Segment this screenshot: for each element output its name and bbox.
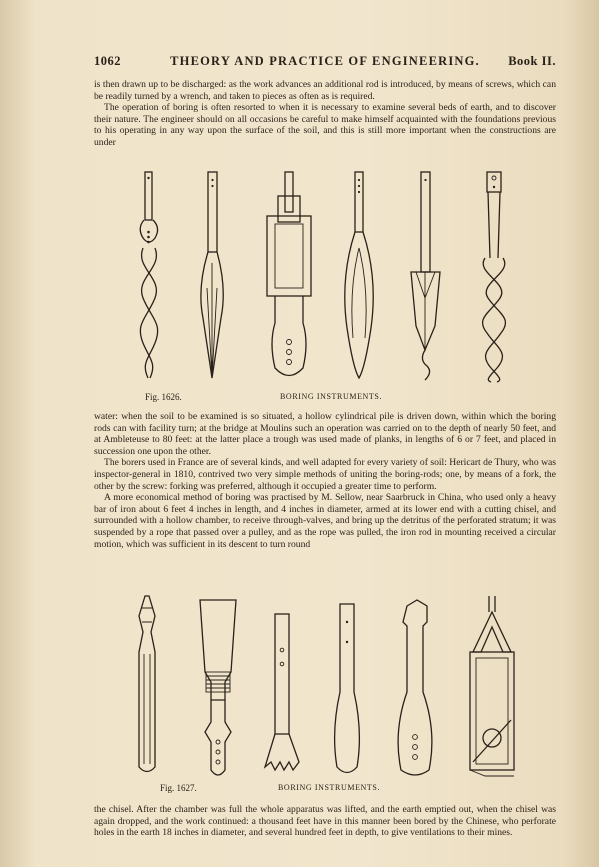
spiral-screw-tool bbox=[483, 172, 506, 382]
boring-instruments-illustration-1 bbox=[135, 168, 525, 386]
figure-label: BORING INSTRUMENTS. bbox=[280, 392, 383, 401]
book-label: Book II. bbox=[508, 54, 556, 68]
valve-cone-tool bbox=[411, 172, 440, 380]
paddle-borer-tool bbox=[398, 600, 432, 775]
paragraph: A more economical method of boring was practised by M. Sellow, near Saarbruck in China, who used only a heavy bar of iron about 6 feet 4 inches in length, and 4 inches in diameter, armed at its lower end with a cutting chisel, and surrounded with a hollow chamber, to receive through-valves, and bring up the detritus of the perforated stratum; it was suspended by a rope that passed over a pulley, and as the rope was pulled, the iron rod in mounting received a circular motion, which was sufficient in its descent to turn round bbox=[94, 492, 556, 550]
running-title: THEORY AND PRACTICE OF ENGINEERING. bbox=[170, 54, 480, 68]
figure-label: BORING INSTRUMENTS. bbox=[278, 783, 381, 792]
paragraph: is then drawn up to be discharged: as the work advances an additional rod is introduced, by means of screws, which can be readily turned by a wrench, and taken to pieces as often as is required. bbox=[94, 79, 556, 102]
paragraph: The operation of boring is often resorted to when it is necessary to examine several beds of earth, and to discover their nature. The engineer should on all occasions be careful to make himself acquainted with the foundations previous to his operating in any way upon the surface of the soil, and this is still more important when the constructions are under bbox=[94, 102, 556, 148]
rake-borer-tool bbox=[265, 614, 299, 770]
page-number: 1062 bbox=[94, 54, 121, 68]
text-block-top bbox=[94, 79, 556, 149]
long-spoon-tool bbox=[335, 604, 360, 773]
paragraph: water: when the soil to be examined is so situated, a hollow cylindrical pile is driven down, within which the boring rods can with facility turn; at the bridge at Moulins such an operation was carried on to the depth of nearly 50 feet, and at Ambleteuse to 80 feet: at the latter place a trough was used made of planks, in lengths of 6 or 7 feet, and placed in succession one upon the other. bbox=[94, 411, 556, 457]
spoon-borer-tool bbox=[345, 172, 373, 378]
cylinder-borer-tool bbox=[267, 172, 311, 376]
forked-rod-tool bbox=[139, 596, 155, 772]
valve-frame-tool bbox=[470, 596, 514, 776]
running-header bbox=[94, 54, 556, 72]
twisted-auger-tool bbox=[140, 172, 157, 378]
figure-1627 bbox=[125, 592, 535, 782]
text-block-bottom bbox=[94, 804, 556, 839]
boring-instruments-illustration-2 bbox=[125, 592, 535, 782]
figure-number: Fig. 1626. bbox=[145, 392, 182, 402]
figure-1626 bbox=[135, 168, 525, 386]
paragraph: the chisel. After the chamber was full the whole apparatus was lifted, and the earth emptied out, when the chisel was again dropped, and the work continued: a thousand feet have in this manner been bored by the Chinese, who perforate holes in the earth 18 inches in diameter, and several hundred feet in depth, to give ventilations to their mines. bbox=[94, 804, 556, 839]
threaded-chisel-tool bbox=[200, 600, 236, 775]
conical-borer-tool bbox=[201, 172, 223, 378]
paragraph: The borers used in France are of several kinds, and well adapted for every variety of soil: Hericart de Thury, who was inspector-general in 1810, contrived two very simple methods of uniting the boring-rods; one, by means of a fork, the other by the screw: forking was preferred, although it occupied a greater time to perform. bbox=[94, 457, 556, 492]
text-block-middle bbox=[94, 411, 556, 550]
figure-number: Fig. 1627. bbox=[160, 783, 197, 793]
